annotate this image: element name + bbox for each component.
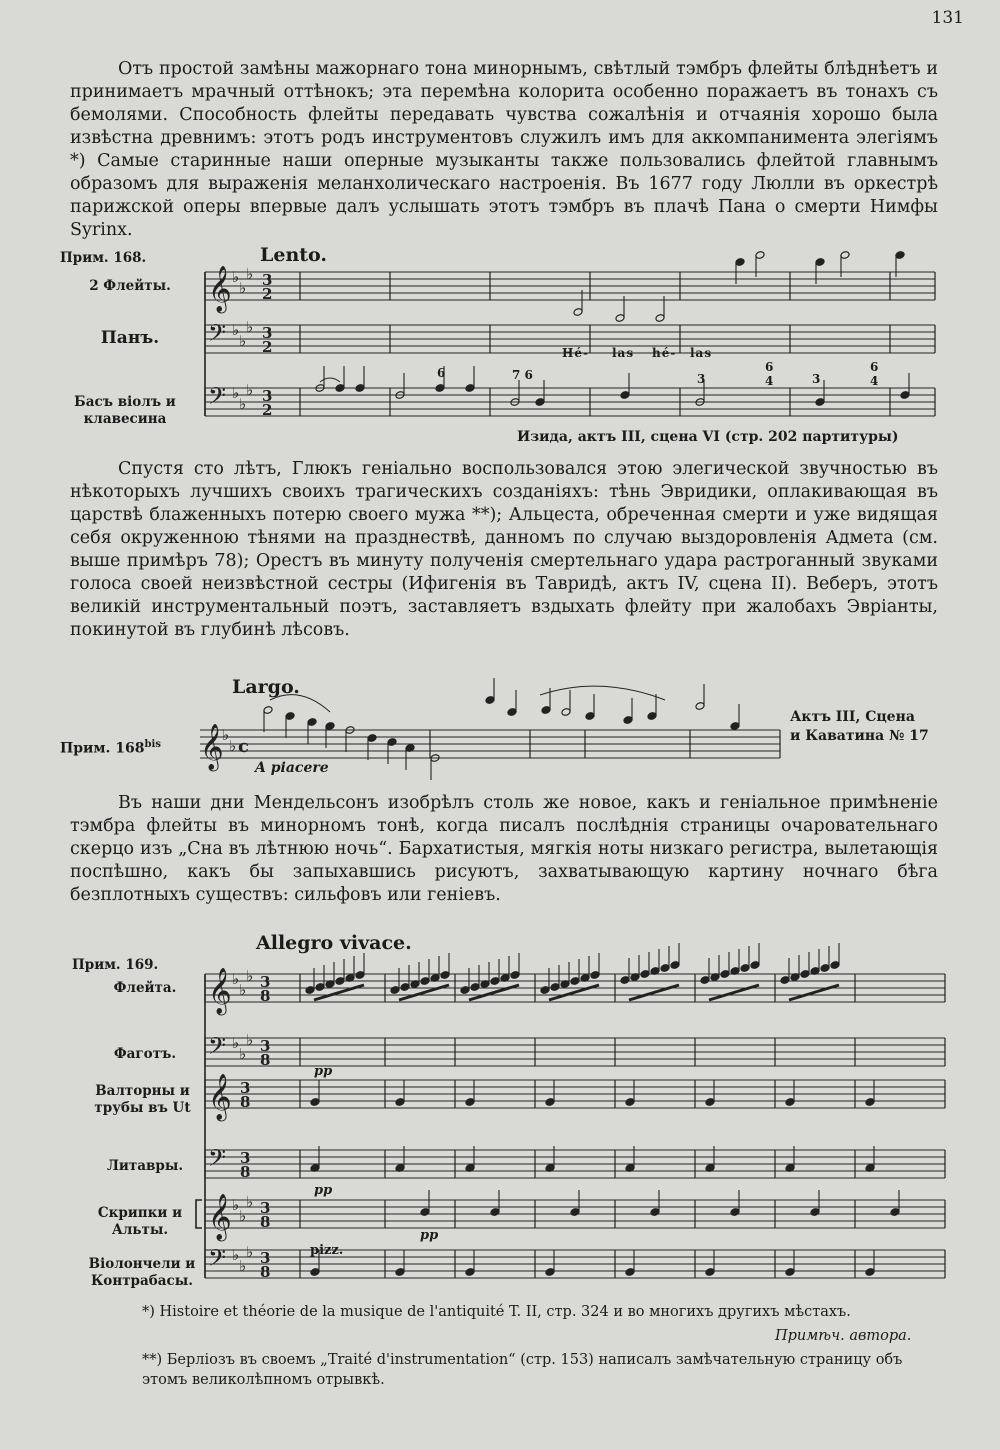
figure-bass-5: 4: [765, 374, 774, 388]
ex168-flutes-flat-0: ♭: [232, 268, 240, 286]
instrument-bass-viol: Басъ віолъ и клавесина: [74, 394, 176, 427]
page-number: 131: [931, 8, 964, 28]
paragraph-3: Въ наши дни Мендельсонъ изобрѣлъ столь же новое, какъ и геніальное примѣненіе тэмбра флейты въ минорномъ тонѣ, когда писалъ послѣднія страницы очаровательнаго скерцо изъ „Сна въ лѣтнюю ночь“. Бархатистыя, мягкія ноты низкаго регистра, вылетающія поспѣшно, какъ бы запыхавшись рисуютъ, захватывающую картину ночнаго бѣга безплотныхъ существъ: сильфовъ или геніевъ.: [70, 793, 938, 905]
figure-bass-8: 4: [870, 374, 879, 388]
example-169-label: Прим. 169.: [72, 957, 159, 973]
ex168bis-flat-0: ♭: [222, 726, 230, 744]
ex169-cellos-time-den: 8: [260, 1263, 271, 1281]
ex169-timpani-time-den: 8: [240, 1163, 251, 1181]
lyric-3: hé-: [652, 346, 677, 360]
instrument-timpani: Литавры.: [106, 1158, 184, 1174]
example-168bis-label-text: Прим. 168: [60, 740, 145, 757]
ex168-flutes-time-den: 2: [262, 285, 273, 303]
ex169-cellos-time-num: 3: [260, 1249, 271, 1267]
ex169-horns-time-num: 3: [240, 1079, 251, 1097]
ex169-strings-flat-1: ♭: [239, 1207, 247, 1225]
ex169-bassoon-flat-2: ♭: [246, 1031, 254, 1049]
ex169-cellos-clef: 𝄢: [208, 1244, 227, 1277]
lyric-2: las: [612, 346, 635, 360]
tempo-lento: Lento.: [260, 244, 327, 266]
footnote-1: *) Histoire et théorie de la musique de l'antiquité T. II, стр. 324 и во многихъ другихъ мѣстахъ.: [142, 1304, 851, 1320]
figure-bass-3: 3: [697, 372, 706, 386]
dynamic-pp-strings-2: pp: [420, 1228, 439, 1243]
pizz-marking: pizz.: [310, 1243, 344, 1258]
ex169-horns-time-den: 8: [240, 1093, 251, 1111]
figure-bass-6: 3: [812, 372, 821, 386]
ex169-flute-m5-beam: [629, 985, 679, 1000]
ex169-bassoon-clef: 𝄢: [208, 1032, 227, 1065]
ex168bis-slur-2: [540, 686, 665, 700]
lyric-4: las: [690, 346, 713, 360]
ex168-bass-flat-2: ♭: [246, 381, 254, 399]
ex169-timpani-time-num: 3: [240, 1149, 251, 1167]
ex169-bassoon-time-num: 3: [260, 1037, 271, 1055]
ex168-bass-time-den: 2: [262, 401, 273, 419]
ex169-strings-time-num: 3: [260, 1199, 271, 1217]
lyric-1: Hé-: [562, 346, 589, 360]
ex169-strings-flat-0: ♭: [232, 1196, 240, 1214]
ex168-bass-flat-1: ♭: [239, 395, 247, 413]
ex168-pan-time-num: 3: [262, 324, 273, 342]
dynamic-pp-strings: pp: [314, 1183, 333, 1198]
instrument-cellos-basses: Віолончели и Контрабасы.: [88, 1256, 196, 1289]
ex169-flute-time-den: 8: [260, 987, 271, 1005]
ex169-flute-flat-0: ♭: [232, 970, 240, 988]
example-168bis-label-sup: bis: [144, 739, 161, 750]
paragraph-1: Отъ простой замѣны мажорнаго тона минорнымъ, свѣтлый тэмбръ флейты блѣднѣетъ и принимаетъ мрачный оттѣнокъ; эта перемѣна колорита особенно поражаетъ въ тонахъ съ бемолями. Способность флейты передавать чувства сожалѣнія и отчаянія хорошо была извѣстна древнимъ: этотъ родъ инструментовъ служилъ имъ для аккомпанимента элегіямъ *) Самые старинные наши оперные музыканты также пользовались флейтой главнымъ образомъ для выраженія меланхолическаго настроенія. Въ 1677 году Люлли въ оркестрѣ парижской оперы впервые далъ услышать этотъ тэмбръ въ плачѣ Пана о смерти Нимфы Syrinx.: [70, 59, 938, 240]
ex168-pan-flat-1: ♭: [239, 332, 247, 350]
ex169-timpani-clef: 𝄢: [208, 1144, 227, 1177]
ex169-bassoon-flat-1: ♭: [239, 1045, 247, 1063]
ex168-pan-flat-0: ♭: [232, 321, 240, 339]
ex169-strings-time-den: 8: [260, 1213, 271, 1231]
ex168-pan-time-den: 2: [262, 338, 273, 356]
ex168-tie-1: [320, 378, 340, 382]
figure-bass-7: 6: [870, 360, 879, 374]
ex168-bass-time-num: 3: [262, 387, 273, 405]
ex168bis-clef: 𝄞: [200, 724, 224, 770]
example-168-label: Прим. 168.: [60, 250, 147, 266]
instrument-flutes: 2 Флейты.: [89, 278, 171, 294]
instrument-horns-trumpets: Валторны и трубы въ Ut: [94, 1083, 191, 1116]
ex169-strings-flat-2: ♭: [246, 1193, 254, 1211]
ex169-cellos-flat-0: ♭: [232, 1246, 240, 1264]
ex168-flutes-flat-2: ♭: [246, 265, 254, 283]
ex168-pan-flat-2: ♭: [246, 318, 254, 336]
ex169-cellos-flat-1: ♭: [239, 1257, 247, 1275]
footnote-1-signature: Примѣч. автора.: [775, 1328, 912, 1344]
ex168bis-flat-1: ♭: [229, 737, 237, 755]
ex169-cellos-flat-2: ♭: [246, 1243, 254, 1261]
ex169-strings-clef: 𝄞: [208, 1194, 232, 1240]
expression-a-piacere: A piacere: [255, 760, 329, 776]
ex169-bassoon-time-den: 8: [260, 1051, 271, 1069]
ex169-strings-bracket: [196, 1200, 202, 1228]
ex168-bass-flat-0: ♭: [232, 384, 240, 402]
ex169-horns-clef: 𝄞: [208, 1074, 232, 1120]
figure-bass-4: 6: [765, 360, 774, 374]
example-168bis-caption-2: и Каватина № 17: [790, 728, 929, 744]
ex168bis-common-time: c: [238, 736, 249, 757]
ex169-flute-m7-beam: [789, 985, 839, 1000]
example-168bis-caption-1: Актъ III, Сцена: [790, 709, 915, 725]
paragraph-2: Спустя сто лѣтъ, Глюкъ геніально воспользовался этою элегической звучностью въ нѣкоторыхъ лучшихъ своихъ трагическихъ созданіяхъ: тѣнь Эвридики, оплакивающая въ царствѣ блаженныхъ потерю своего мужа **); Альцеста, обреченная смерти и уже видящая себя окруженною тѣнями на празднествѣ, данномъ по случаю выздоровленія Адмета (см. выше примѣръ 78); Орестъ въ минуту полученія смертельнаго удара растроганный звуками голоса своей неизвѣстной сестры (Ифигенія въ Тавридѣ, актъ IV, сцена II). Веберъ, этотъ великій инструментальный поэтъ, заставляетъ вздыхать флейту при жалобахъ Эвріанты, покинутой въ глубинѣ лѣсовъ.: [70, 459, 938, 640]
example-168-caption: Изида, актъ III, сцена VI (стр. 202 партитуры): [517, 429, 899, 445]
ex169-flute-time-num: 3: [260, 973, 271, 991]
figure-bass-2: 7 6: [512, 368, 533, 382]
ex168-flutes-time-num: 3: [262, 271, 273, 289]
ex168-pan-clef: 𝄢: [208, 319, 227, 352]
ex168bis-slur-1: [270, 695, 330, 712]
ex169-flute-m6-beam: [709, 985, 759, 1000]
footnote-2: **) Берліозъ въ своемъ „Traité d'instrumentation“ (стр. 153) написалъ замѣчательную страницу объ этомъ великолѣпномъ отрывкѣ.: [142, 1352, 903, 1388]
instrument-pan: Панъ.: [100, 328, 160, 348]
instrument-bassoon: Фаготъ.: [113, 1046, 177, 1062]
ex168-flutes-clef: 𝄞: [208, 266, 232, 312]
ex168-bass-clef: 𝄢: [208, 382, 227, 415]
ex169-flute-flat-2: ♭: [246, 967, 254, 985]
instrument-flute: Флейта.: [113, 980, 177, 996]
figure-bass-1: 6: [437, 366, 446, 380]
instrument-strings: Скрипки и Альты.: [97, 1205, 183, 1238]
ex169-bassoon-flat-0: ♭: [232, 1034, 240, 1052]
dynamic-pp-horns: pp: [314, 1064, 333, 1079]
ex168-flutes-flat-1: ♭: [239, 279, 247, 297]
ex169-flute-flat-1: ♭: [239, 981, 247, 999]
tempo-largo: Largo.: [232, 676, 300, 698]
tempo-allegro-vivace: Allegro vivace.: [256, 932, 412, 954]
ex169-flute-clef: 𝄞: [208, 968, 232, 1014]
